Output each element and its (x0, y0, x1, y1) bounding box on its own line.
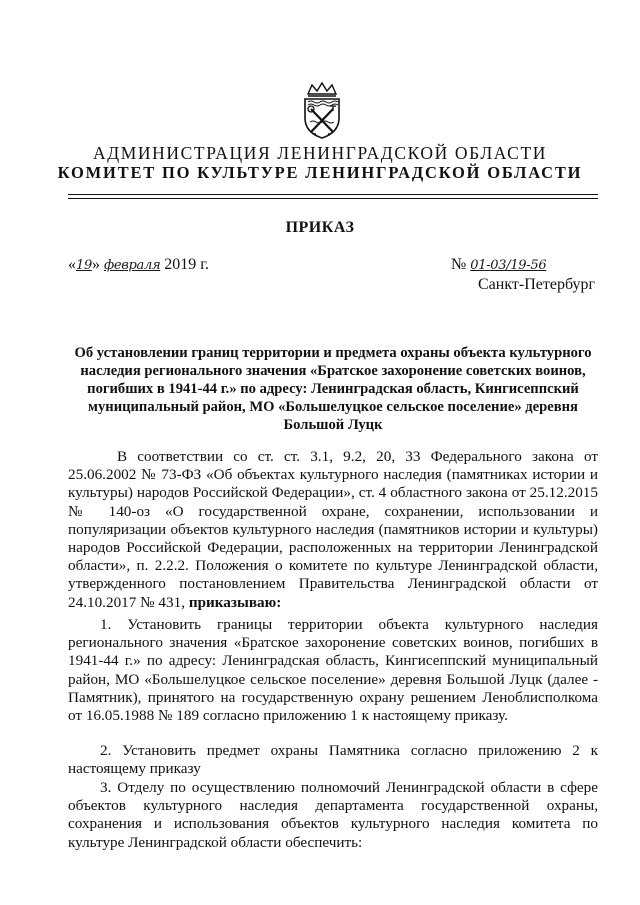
city-name: Санкт-Петербург (478, 276, 596, 293)
item-3-paragraph: 3. Отделу по осуществлению полномочий Ленинградской области в сфере объектов культурного наследия департамента государственной охраны, сохранения и использования объектов культурного наследия комитета по культуре Ленинградской области обеспечить: (68, 779, 598, 851)
order-heading: Об установлении границ территории и предмета охраны объекта культурного наследия регионального значения «Братское захоронение советских воинов, погибших в 1941-44 г.» по адресу: Ленинградская область, Кингисеппский муниципальный район, МО «Большелуцкое сельское поселение» деревня Большой Луцк (74, 345, 592, 433)
date-month: февраля (103, 258, 161, 273)
coat-of-arms-icon (300, 80, 344, 140)
date-close-quote: » (91, 256, 100, 273)
item-2-paragraph: 2. Установить предмет охраны Памятника согласно приложению 2 к настоящему приказу (68, 742, 598, 778)
organization-name: АДМИНИСТРАЦИЯ ЛЕНИНГРАДСКОЙ ОБЛАСТИ (93, 143, 547, 163)
order-date (68, 256, 209, 274)
document-type-title: ПРИКАЗ (285, 219, 355, 236)
header-divider-thick (68, 198, 598, 199)
number-value: 01-03/19-56 (470, 258, 547, 273)
date-year: 2019 г. (164, 256, 210, 273)
date-open-quote: « (68, 256, 76, 273)
number-sign: № (451, 256, 467, 273)
item-1-paragraph: 1. Установить границы территории объекта культурного наследия регионального значения «Братское захоронение советских воинов, погибших в 1941-44 г.» по адресу: Ленинградская область, Кингисеппский муниципальный район, МО «Большелуцкое сельское поселение» деревня Большой Луцк (далее - Памятник), принятого на государственную охрану решением Леноблисполкома от 16.05.1988 № 189 согласно приложению 1 к настоящему приказу. (68, 616, 598, 725)
order-number (451, 256, 546, 274)
committee-name: КОМИТЕТ ПО КУЛЬТУРЕ ЛЕНИНГРАДСКОЙ ОБЛАСТИ (57, 163, 583, 182)
preamble-paragraph (68, 448, 598, 612)
command-word: приказываю: (188, 593, 282, 611)
date-day: 19 (76, 258, 92, 273)
preamble-text: В соответствии со ст. ст. 3.1, 9.2, 20, 33 Федерального закона от 25.06.2002 № 73-ФЗ «Об объектах культурного наследия (памятниках истории и культуры) народов Российской Федерации», ст. 4 областного закона от 25.12.2015 № 140-оз «О государственной охране, сохранении, использовании и популяризации объектов культурного наследия (памятников истории и культуры) народов Российской Федерации, расположенных на территории Ленинградской области», п. 2.2.2. Положения о комитете по культуре Ленинградской области, утвержденного постановлением Правительства Ленинградской области от 24.10.2017 № 431, (68, 448, 598, 611)
header-divider-thin (68, 194, 598, 195)
